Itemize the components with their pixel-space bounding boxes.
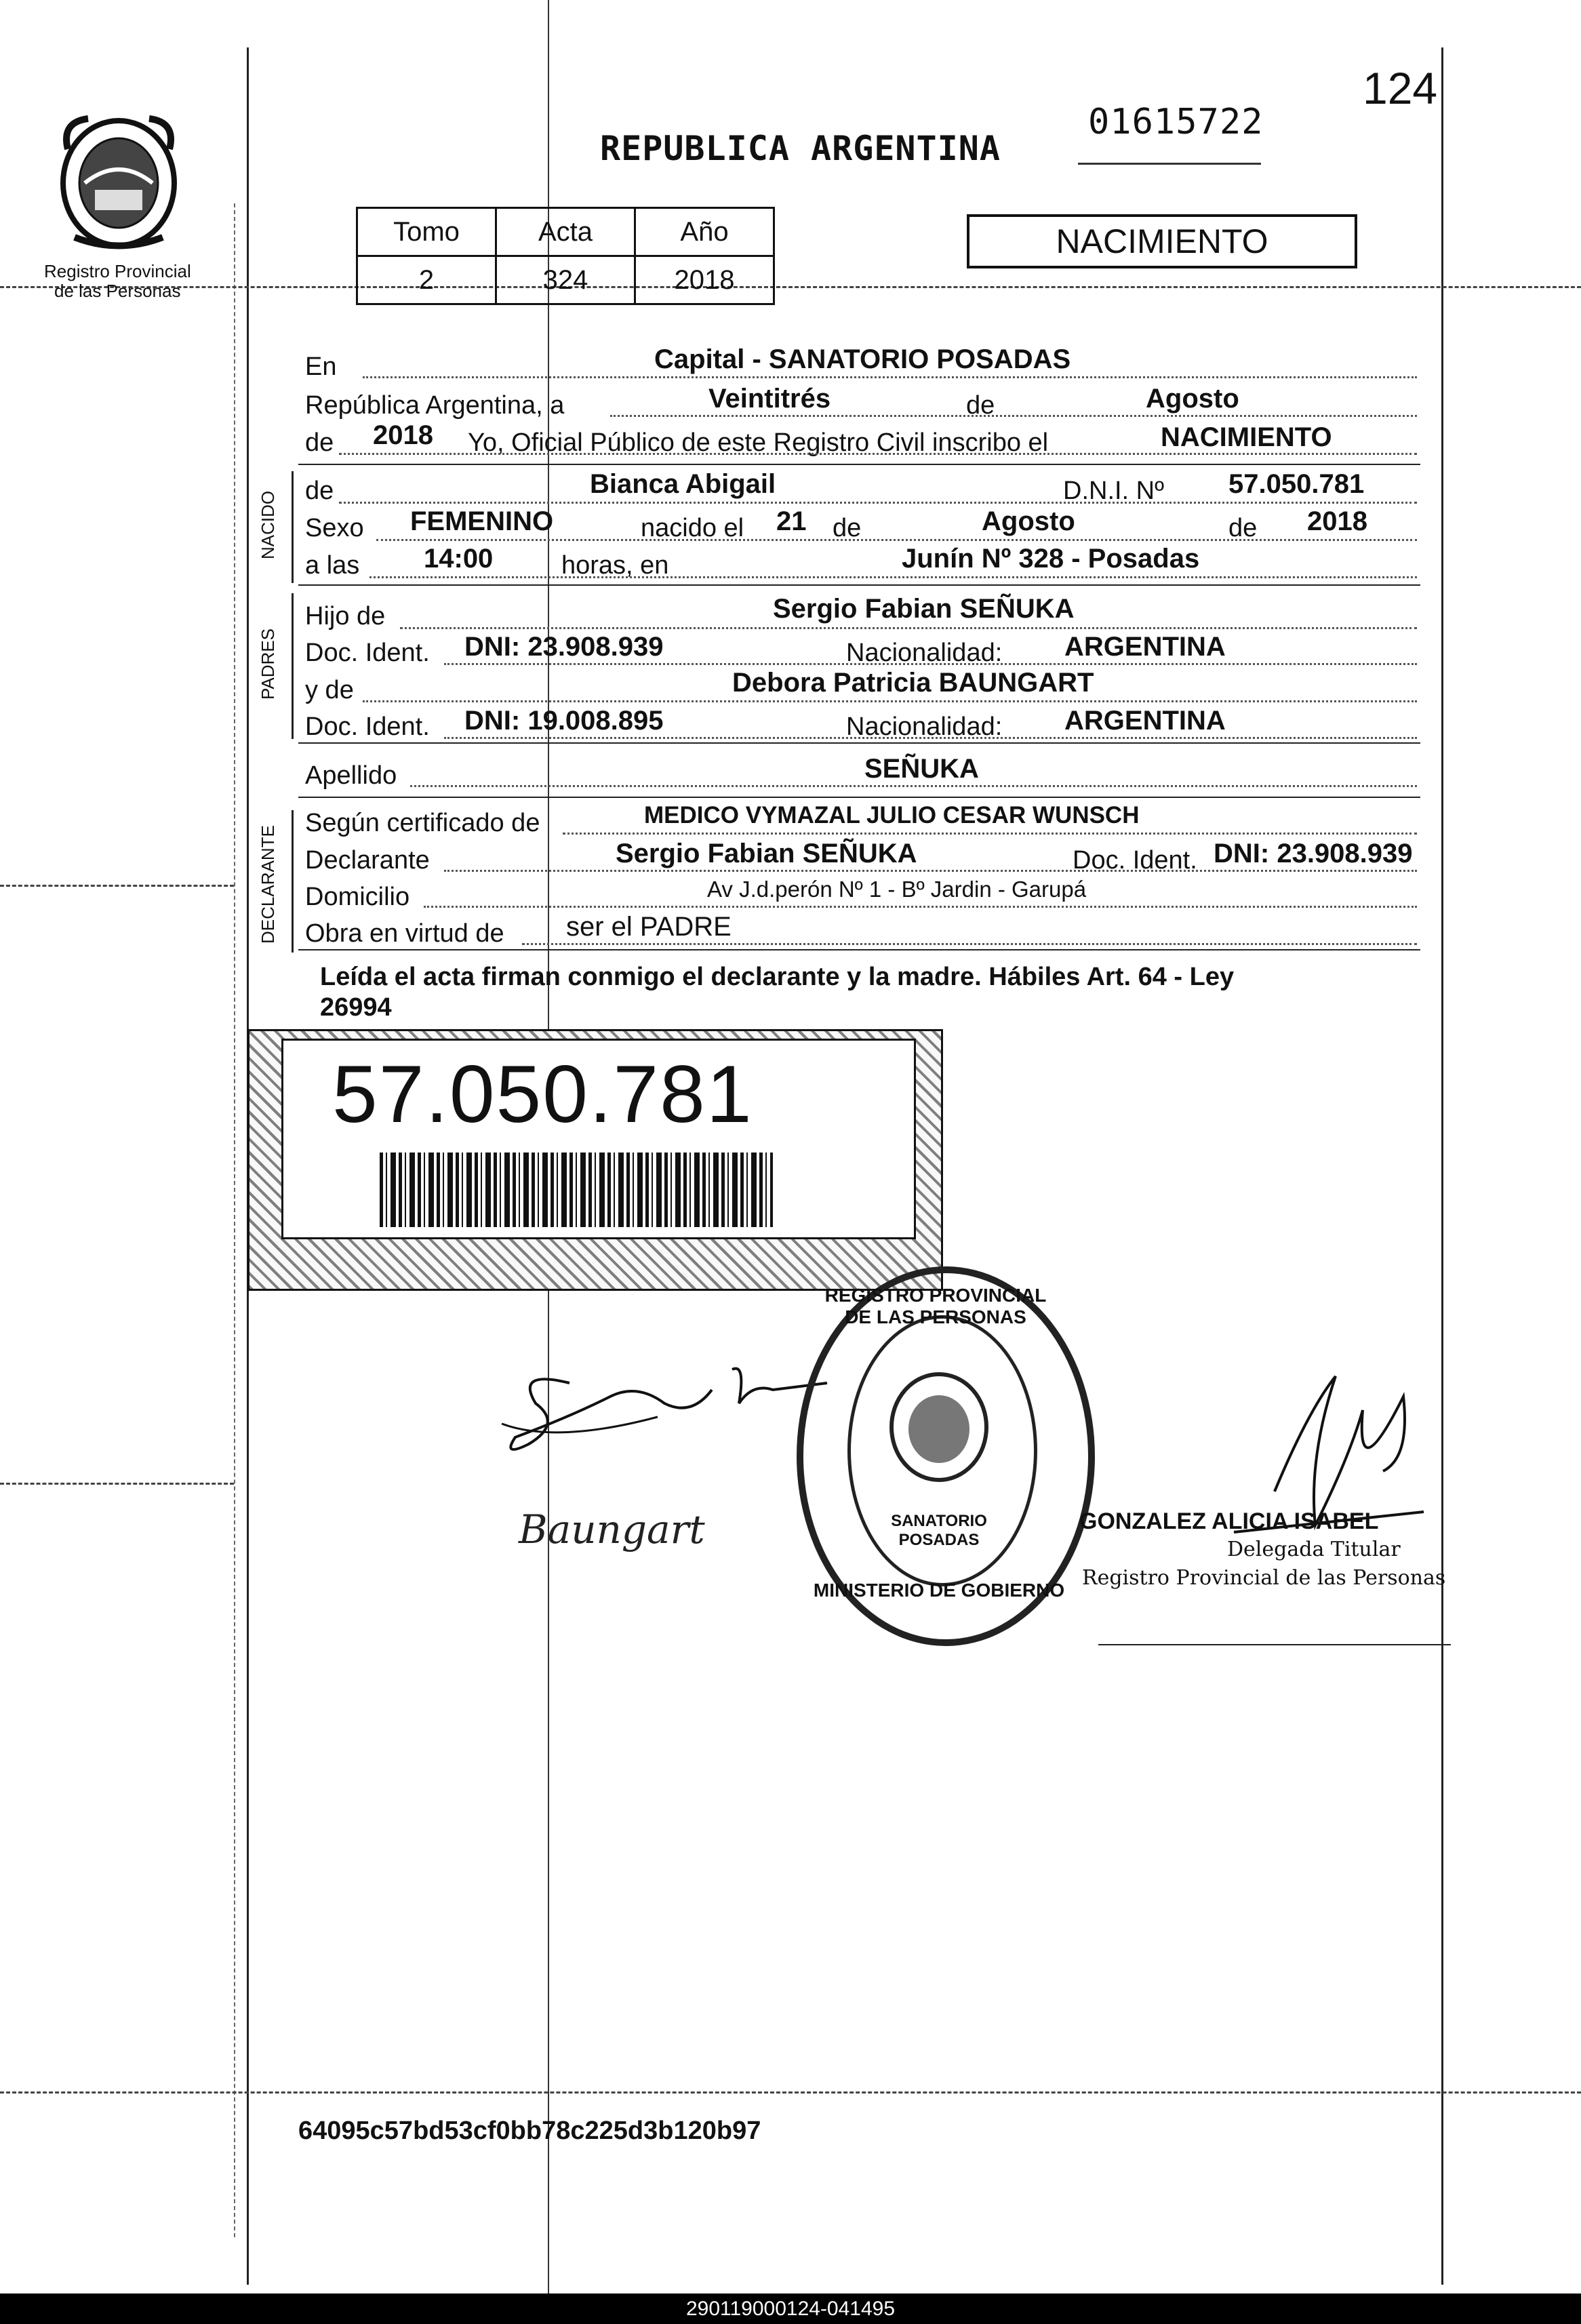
- mother-signature: Baungart: [519, 1506, 705, 1552]
- mid-cut-line-1: [0, 885, 234, 887]
- right-margin-line: [1441, 47, 1443, 2285]
- obra-dots: [522, 943, 1417, 945]
- header-ano: Año: [635, 208, 774, 256]
- time-value: 14:00: [424, 544, 494, 574]
- bottom-cut-line: [0, 2091, 1581, 2093]
- declarante-label: Declarante: [305, 846, 430, 875]
- born-year: 2018: [1307, 506, 1367, 536]
- date-label-1: República Argentina, a: [305, 391, 565, 420]
- separator-4: [298, 797, 1420, 798]
- official-org: Registro Provincial de las Personas: [1082, 1566, 1446, 1590]
- inscribe-text: Yo, Oficial Público de este Registro Civil inscribo el: [468, 428, 1049, 457]
- father-dots: [400, 627, 1417, 629]
- place-dots: [363, 376, 1417, 378]
- footer-code-bar: 290119000124-041495: [0, 2293, 1581, 2324]
- hours-label: horas, en: [561, 551, 669, 580]
- time-label: a las: [305, 551, 360, 580]
- barcode-bars: [380, 1153, 773, 1227]
- nacido-name-label: de: [305, 477, 334, 505]
- closing-text-1: Leída el acta firman conmigo el declarante y la madre. Hábiles Art. 64 - Ley: [320, 963, 1235, 991]
- father-nat-label: Nacionalidad:: [846, 639, 1003, 667]
- mother-nat-label: Nacionalidad:: [846, 713, 1003, 741]
- header-acta: Acta: [496, 208, 635, 256]
- born-de-2: de: [1228, 514, 1258, 542]
- inscribe-act: NACIMIENTO: [1161, 422, 1332, 452]
- obra-value: ser el PADRE: [566, 912, 732, 942]
- republic-title: REPUBLICA ARGENTINA: [600, 129, 1001, 168]
- inscribe-label-de: de: [305, 428, 334, 457]
- stamp-inner-text: SANATORIO POSADAS: [891, 1512, 987, 1549]
- section-label-nacido: NACIDO: [258, 490, 278, 559]
- serial-underline: [1078, 163, 1261, 165]
- father-doc: DNI: 23.908.939: [464, 632, 664, 662]
- declarante-dots: [444, 870, 1417, 872]
- domicilio-label: Domicilio: [305, 883, 410, 911]
- official-title: Delegada Titular: [1227, 1538, 1401, 1561]
- section-label-declarante: DECLARANTE: [258, 825, 278, 944]
- mother-dots: [363, 700, 1417, 702]
- date-dots: [610, 415, 1417, 417]
- page-number: 124: [1363, 63, 1438, 113]
- signature-rule: [1098, 1644, 1451, 1645]
- dni-value: 57.050.781: [1228, 469, 1365, 499]
- domicilio-dots: [424, 906, 1417, 908]
- logo-caption-2: de las Personas: [54, 281, 181, 301]
- apellido-dots: [410, 785, 1417, 787]
- header-tomo: Tomo: [357, 208, 496, 256]
- apellido-value: SEÑUKA: [864, 754, 979, 784]
- inscribe-dots: [339, 453, 1417, 455]
- left-margin-dash: [234, 203, 235, 2237]
- top-cut-line: [0, 286, 1581, 288]
- place-label: En: [305, 353, 337, 381]
- serial-number: 01615722: [1088, 102, 1264, 142]
- province-logo: [47, 108, 190, 251]
- stamp-outer-text: REGISTRO PROVINCIAL DE LAS PERSONAS: [824, 1285, 1047, 1327]
- official-name: GONZALEZ ALICIA ISABEL: [1079, 1508, 1379, 1534]
- born-day: 21: [776, 506, 807, 536]
- cert-value: MEDICO VYMAZAL JULIO CESAR WUNSCH: [644, 802, 1140, 828]
- obra-label: Obra en virtud de: [305, 919, 504, 948]
- birth-place: Junín Nº 328 - Posadas: [902, 544, 1200, 574]
- place-value: Capital - SANATORIO POSADAS: [654, 344, 1071, 374]
- date-label-2: de: [966, 391, 995, 420]
- mid-cut-line-2: [0, 1483, 234, 1485]
- declarante-bracket: [292, 810, 294, 953]
- document-hash: 64095c57bd53cf0bb78c225d3b120b97: [298, 2117, 761, 2145]
- logo-caption-1: Registro Provincial: [44, 261, 191, 281]
- closing-text-2: 26994: [320, 993, 392, 1022]
- value-tomo: 2: [357, 256, 496, 304]
- time-dots: [369, 576, 1417, 578]
- padres-bracket: [292, 593, 294, 739]
- value-ano: 2018: [635, 256, 774, 304]
- nacido-bracket: [292, 471, 294, 583]
- father-nat: ARGENTINA: [1064, 632, 1226, 662]
- inscribe-year: 2018: [373, 420, 433, 450]
- father-name: Sergio Fabian SEÑUKA: [773, 594, 1075, 624]
- sex-dots: [376, 539, 1417, 541]
- cert-dots: [563, 833, 1417, 835]
- nacido-name: Bianca Abigail: [590, 469, 776, 499]
- sex-value: FEMENINO: [410, 506, 554, 536]
- decl-doc-label: Doc. Ident.: [1073, 846, 1197, 875]
- barcode-number: 57.050.781: [332, 1049, 753, 1140]
- declarant-signature: [488, 1342, 841, 1478]
- month-value: Agosto: [1146, 384, 1239, 414]
- dni-label: D.N.I. Nº: [1063, 477, 1164, 505]
- born-month: Agosto: [982, 506, 1075, 536]
- mother-nat: ARGENTINA: [1064, 706, 1226, 736]
- mother-doc-label: Doc. Ident.: [305, 713, 430, 741]
- cert-label: Según certificado de: [305, 809, 540, 837]
- born-label: nacido el: [641, 514, 744, 542]
- mother-label: y de: [305, 676, 354, 704]
- value-acta: 324: [496, 256, 635, 304]
- apellido-label: Apellido: [305, 761, 397, 790]
- separator-2: [298, 584, 1420, 586]
- sex-label: Sexo: [305, 514, 364, 542]
- nacido-name-dots: [339, 502, 1417, 504]
- domicilio-value: Av J.d.perón Nº 1 - Bº Jardin - Garupá: [707, 877, 1087, 902]
- mother-name: Debora Patricia BAUNGART: [732, 668, 1094, 698]
- section-label-padres: PADRES: [258, 628, 278, 700]
- born-de-1: de: [833, 514, 862, 542]
- stamp-bottom-text: MINISTERIO DE GOBIERNO: [813, 1580, 1065, 1601]
- father-label: Hijo de: [305, 602, 386, 630]
- separator-5: [298, 949, 1420, 950]
- decl-doc: DNI: 23.908.939: [1214, 839, 1413, 868]
- separator-1: [298, 464, 1420, 465]
- day-words: Veintitrés: [708, 384, 831, 414]
- register-table: [356, 207, 775, 305]
- father-doc-label: Doc. Ident.: [305, 639, 430, 667]
- separator-3: [298, 742, 1420, 744]
- declarante-value: Sergio Fabian SEÑUKA: [616, 839, 917, 868]
- document-type-box: NACIMIENTO: [967, 214, 1357, 268]
- mother-doc: DNI: 19.008.895: [464, 706, 664, 736]
- stamp-emblem: [881, 1369, 997, 1485]
